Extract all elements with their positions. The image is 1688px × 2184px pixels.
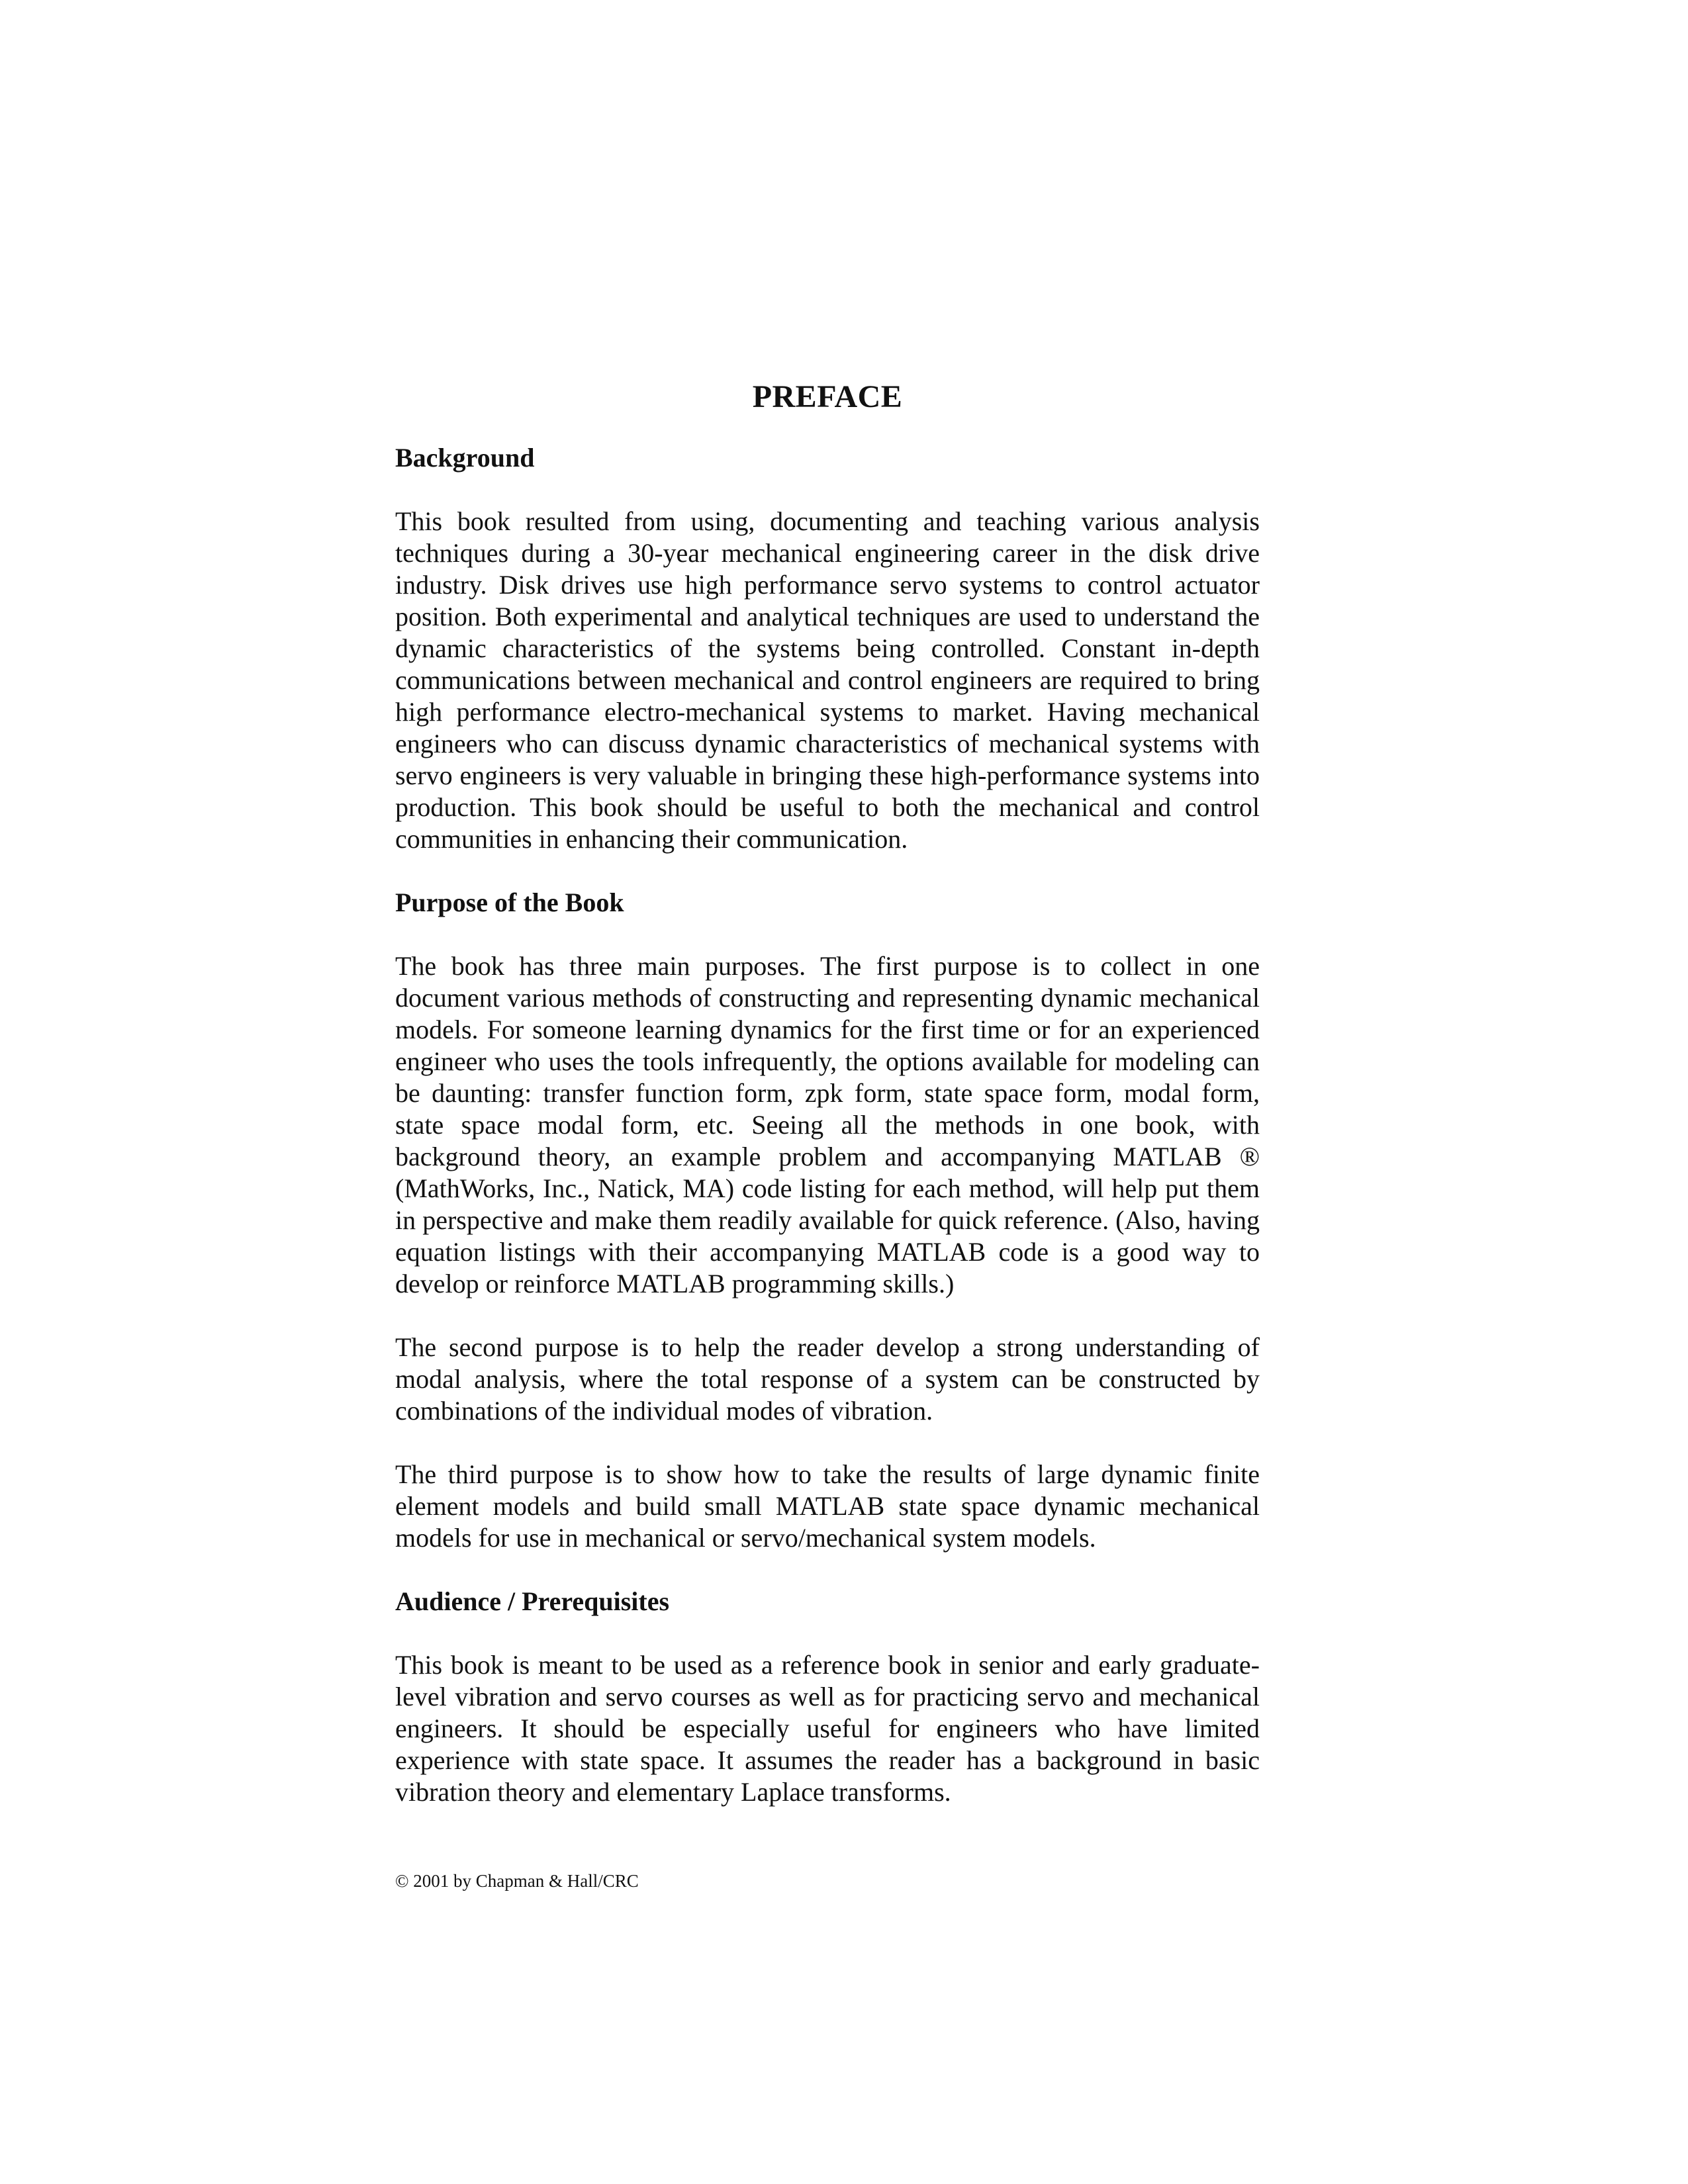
copyright-notice: © 2001 by Chapman & Hall/CRC	[395, 1871, 639, 1891]
section-heading-background: Background	[395, 443, 535, 473]
audience-paragraph: This book is meant to be used as a reference book in senior and early graduate-level vibration and servo courses as well as for practicing servo and mechanical engineers. It should be especially useful for engineers who have limited experience with state space. It assumes the reader has a background in basic vibration theory and elementary Laplace transforms.	[395, 1650, 1260, 1807]
section-heading-purpose: Purpose of the Book	[395, 887, 624, 917]
section-heading-audience: Audience / Prerequisites	[395, 1586, 670, 1616]
text-column	[395, 377, 1260, 1840]
purpose-paragraph-2: The second purpose is to help the reader develop a strong understanding of modal analysis, where the total response of a system can be constructed by combinations of the individual modes of vibration.	[395, 1332, 1260, 1426]
background-paragraph: This book resulted from using, documenting and teaching various analysis techniques during a 30-year mechanical engineering career in the disk drive industry. Disk drives use high performance servo systems to control actuator position. Both experimental and analytical techniques are used to understand the dynamic characteristics of the systems being controlled. Constant in-depth communications between mechanical and control engineers are required to bring high performance electro-mechanical systems to market. Having mechanical engineers who can discuss dynamic characteristics of mechanical systems with servo engineers is very valuable in bringing these high-performance systems into production. This book should be useful to both the mechanical and control communities in enhancing their communication.	[395, 506, 1260, 854]
page-title: PREFACE	[752, 379, 903, 414]
purpose-paragraph-3: The third purpose is to show how to take the results of large dynamic finite element models and build small MATLAB state space dynamic mechanical models for use in mechanical or servo/mechanical system models.	[395, 1459, 1260, 1553]
purpose-paragraph-1: The book has three main purposes. The first purpose is to collect in one document various methods of constructing and representing dynamic mechanical models. For someone learning dynamics for the first time or for an experienced engineer who uses the tools infrequently, the options available for modeling can be daunting: transfer function form, zpk form, state space form, modal form, state space modal form, etc. Seeing all the methods in one book, with background theory, an example problem and accompanying MATLAB ® (MathWorks, Inc., Natick, MA) code listing for each method, will help put them in perspective and make them readily available for quick reference. (Also, having equation listings with their accompanying MATLAB code is a good way to develop or reinforce MATLAB programming skills.)	[395, 951, 1260, 1298]
